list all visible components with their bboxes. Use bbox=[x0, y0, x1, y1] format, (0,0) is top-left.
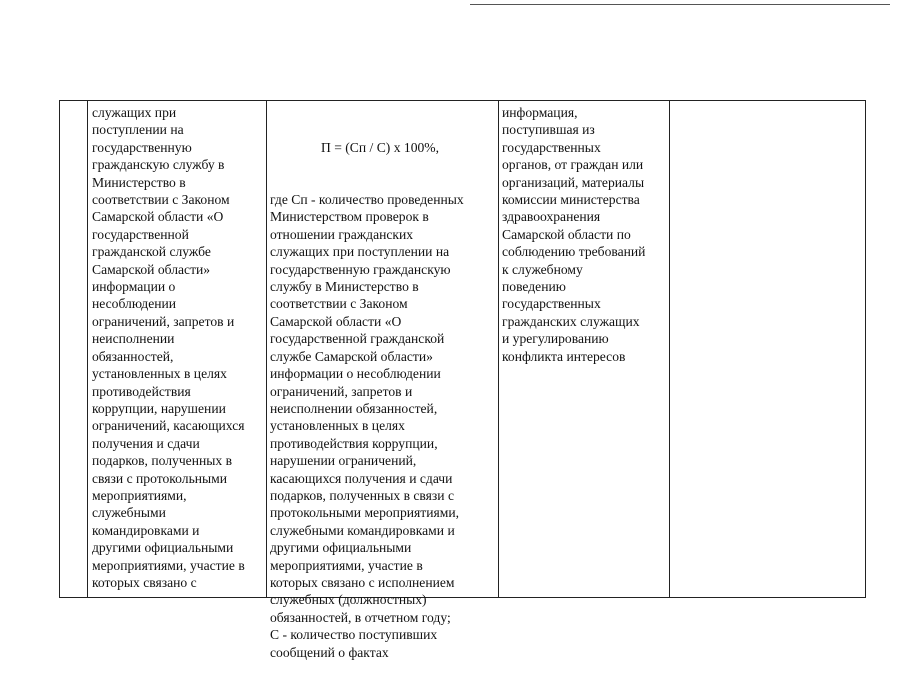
indicator-table bbox=[59, 100, 866, 660]
column-border bbox=[59, 101, 60, 597]
header-rule bbox=[470, 4, 890, 5]
column-border bbox=[87, 101, 88, 597]
data-source-cell: информация, поступившая из государственных органов, от граждан или организаций, материалы комиссии министерства здравоохранения Самарской области по соблюдению требований к служебному поведению государственных гражданских служащих и урегулированию конфликта интересов bbox=[502, 105, 646, 364]
column-border bbox=[266, 101, 267, 597]
indicator-description-cell: служащих при поступлении на государственную гражданскую службу в Министерство в соответствии с Законом Самарской области «О государственной гражданской службе Самарской области» информации о несоблюдении ограничений, запретов и неисполнении обязанностей, установленных в целях противодействия коррупции, нарушении ограничений, касающихся получения и сдачи подарков, полученных в связи с протокольными мероприятиями, служебными командировками и другими официальными мероприятиями, участие в которых связано с bbox=[92, 105, 245, 590]
calculation-method-cell bbox=[270, 104, 490, 696]
column-border bbox=[498, 101, 499, 597]
column-border bbox=[669, 101, 670, 597]
formula-explanation: где Сп - количество проведенных Министерством проверок в отношении гражданских служащих при поступлении на государственную гражданскую службу в Министерство в соответствии с Законом Самарской области «О государственной гражданской службе Самарской области» информации о несоблюдении ограничений, запретов и неисполнении обязанностей, установленных в целях противодействия коррупции, нарушении ограничений, касающихся получения и сдачи подарков, полученных в связи с протокольными мероприятиями, служебными командировками и другими официальными мероприятиями, участие в которых связано с исполнением служебных (должностных) обязанностей, в отчетном году; С - количество поступивших сообщений о фактах bbox=[270, 192, 464, 660]
column-border bbox=[865, 101, 866, 597]
formula: П = (Сп / С) х 100%, bbox=[320, 139, 440, 155]
